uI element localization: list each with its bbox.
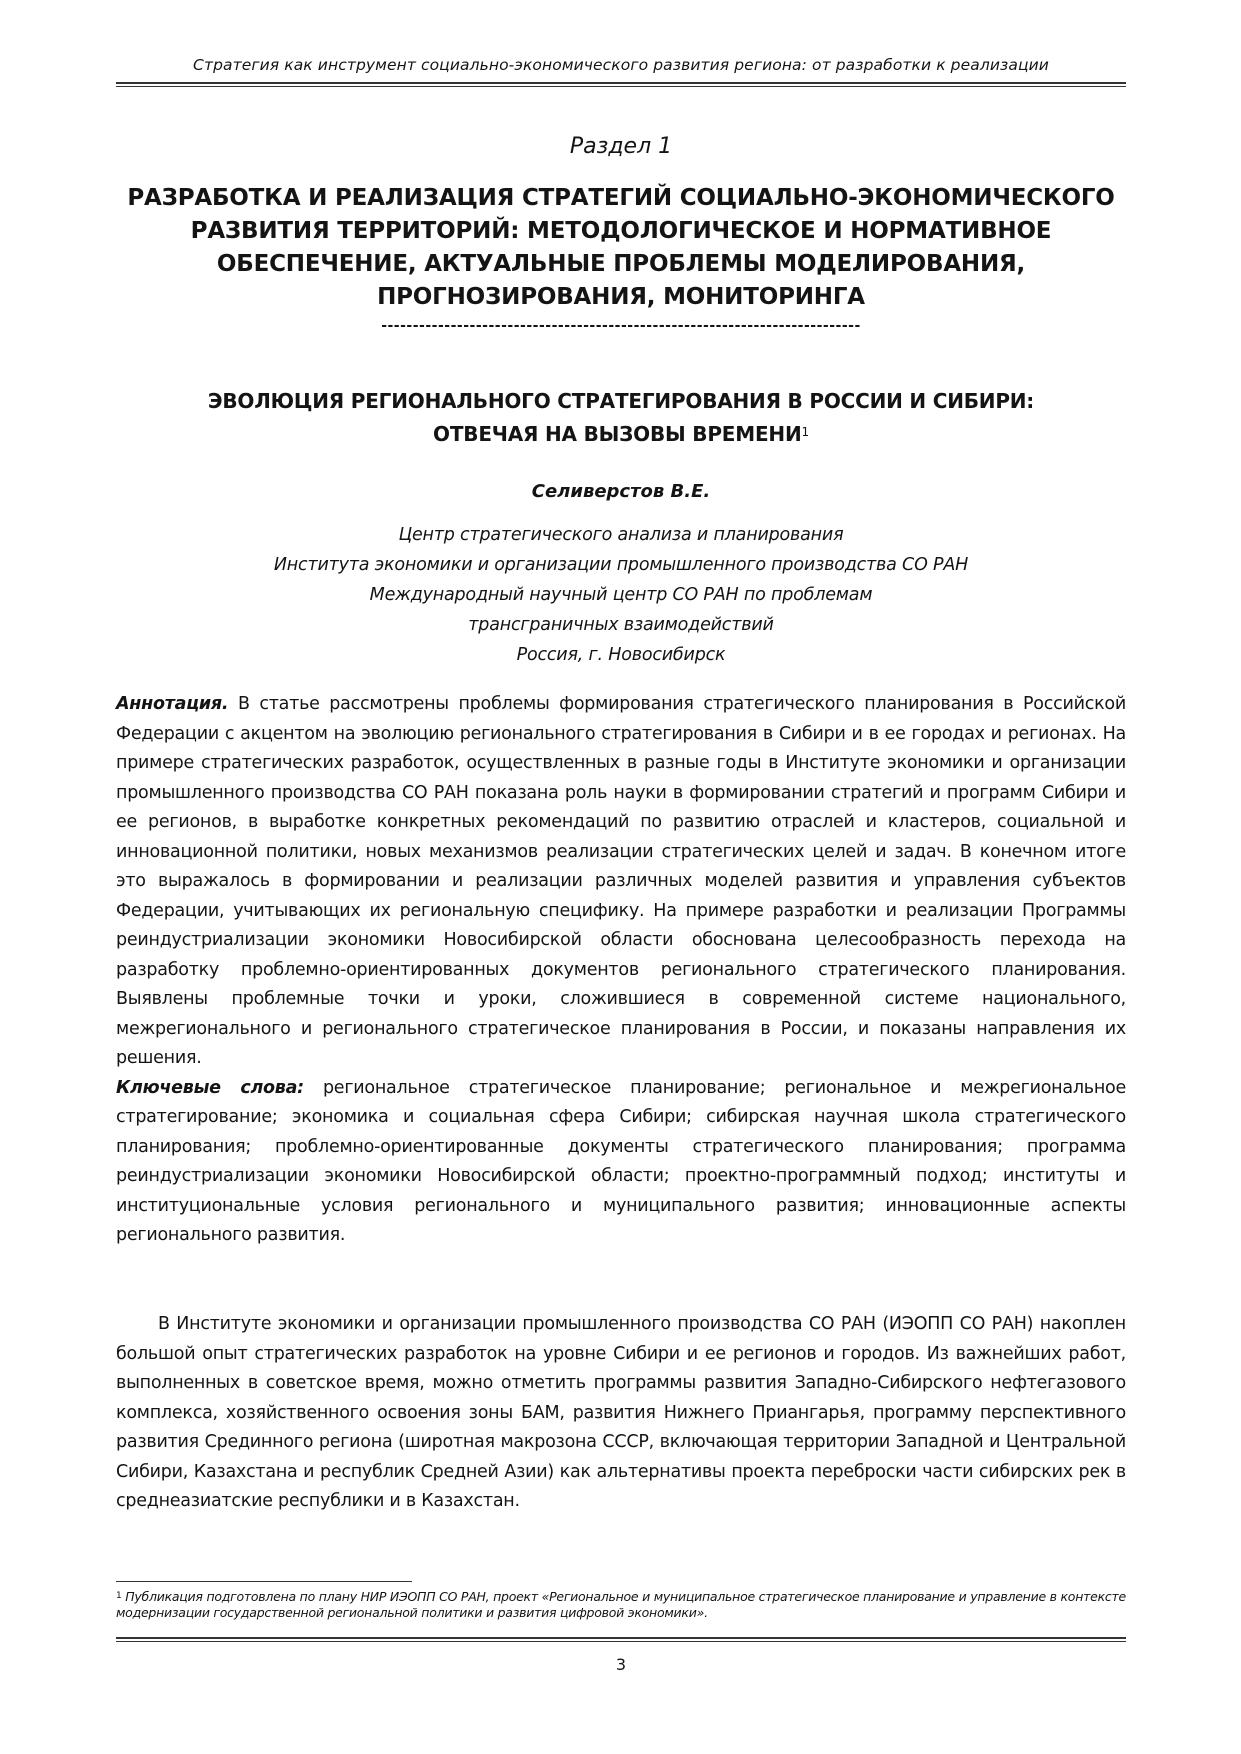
section-title-line: ОБЕСПЕЧЕНИЕ, АКТУАЛЬНЫЕ ПРОБЛЕМЫ МОДЕЛИРОВАНИЯ, — [216, 251, 1026, 277]
footer-double-rule — [116, 1637, 1126, 1642]
article-title — [116, 385, 1126, 451]
body-paragraph: В Институте экономики и организации промышленного производства СО РАН (ИЭОПП СО РАН) накоплен большой опыт стратегических разработок на уровне Сибири и ее регионов и городов. Из важнейших работ, выполненных в советское время, можно отметить программы развития Западно-Сибирского нефтегазового комплекса, хозяйственного освоения зоны БАМ, развития Нижнего Приангарья, программу перспективного развития Срединного региона (широтная макрозона СССР, включающая территории Западной и Центральной Сибири, Казахстана и республик Средней Азии) как альтернативы проекта переброски части сибирских рек в среднеазиатские республики и в Казахстан. — [116, 1314, 1126, 1511]
author-name: Селиверстов В.Е. — [531, 481, 711, 502]
article-title-line: ЭВОЛЮЦИЯ РЕГИОНАЛЬНОГО СТРАТЕГИРОВАНИЯ В РОССИИ И СИБИРИ: — [207, 389, 1035, 413]
affiliation-line: Центр стратегического анализа и планирования — [398, 525, 844, 545]
article-title-line: ОТВЕЧАЯ НА ВЫЗОВЫ ВРЕМЕНИ — [433, 422, 802, 446]
running-header: Стратегия как инструмент социально-экономического развития региона: от разработки к реализации — [193, 56, 1049, 74]
affiliation-line: Россия, г. Новосибирск — [516, 645, 726, 665]
abstract-block — [116, 690, 1126, 1251]
keywords-paragraph — [116, 1074, 1126, 1251]
section-title-line: РАЗВИТИЯ ТЕРРИТОРИЙ: МЕТОДОЛОГИЧЕСКОЕ И НОРМАТИВНОЕ — [190, 218, 1052, 244]
article-title-line-2 — [116, 418, 1126, 451]
header-double-rule — [116, 82, 1126, 87]
footnote-reference[interactable]: 1 — [801, 425, 809, 439]
abstract-label: Аннотация. — [116, 694, 229, 714]
affiliation-line: трансграничных взаимодействий — [468, 615, 774, 635]
affiliation-line: Института экономики и организации промышленного производства СО РАН — [273, 555, 969, 575]
footnote — [116, 1589, 1126, 1621]
keywords-text: региональное стратегическое планирование; региональное и межрегиональное стратегирование; экономика и социальная сфера Сибири; сибирская научная школа стратегического планирования; проблемно-ориентированные документы стратегического планирования; программа реиндустриализации экономики Новосибирской области; проектно-программный подход; институты и институциональные условия регионального и муниципального развития; инновационные аспекты регионального развития. — [116, 1077, 1126, 1245]
abstract-paragraph — [116, 690, 1126, 1074]
dashed-separator: ---------------------------------------------------------------------------- — [381, 318, 861, 334]
section-title — [116, 182, 1126, 314]
affiliation-line: Международный научный центр СО РАН по проблемам — [369, 585, 873, 605]
page-number: 3 — [615, 1655, 627, 1674]
footnote-marker: 1 — [116, 1591, 122, 1601]
author-affiliation — [116, 520, 1126, 670]
footnote-divider — [116, 1581, 412, 1582]
section-title-line: РАЗРАБОТКА И РЕАЛИЗАЦИЯ СТРАТЕГИЙ СОЦИАЛЬНО-ЭКОНОМИЧЕСКОГО — [127, 185, 1115, 211]
abstract-text: В статье рассмотрены проблемы формирования стратегического планирования в Российской Федерации с акцентом на эволюцию регионального стратегирования в Сибири и в ее городах и регионах. На примере стратегических разработок, осуществленных в разные годы в Институте экономики и организации промышленного производства СО РАН показана роль науки в формировании стратегий и программ Сибири и ее регионов, в выработке конкретных рекомендаций по развитию отраслей и кластеров, социальной и инновационной политики, новых механизмов реализации стратегических целей и задач. В конечном итоге это выражалось в формировании и реализации различных моделей развития и управления субъектов Федерации, учитывающих их региональную специфику. На примере разработки и реализации Программы реиндустриализации экономики Новосибирской области обоснована целесообразность перехода на разработку проблемно-ориентированных документов регионального стратегического планирования. Выявлены проблемные точки и уроки, сложившиеся в современной системе национального, межрегионального и регионального стратегическое планирования в России, и показаны направления их решения. — [116, 694, 1126, 1068]
keywords-label: Ключевые слова: — [116, 1077, 304, 1098]
section-title-line: ПРОГНОЗИРОВАНИЯ, МОНИТОРИНГА — [377, 284, 865, 310]
section-label: Раздел 1 — [569, 134, 673, 159]
footnote-text: Публикация подготовлена по плану НИР ИЭОПП СО РАН, проект «Региональное и муниципальное стратегическое планирование и управление в контексте модернизации государственной региональной политики и развития цифровой экономики». — [116, 1589, 1126, 1620]
